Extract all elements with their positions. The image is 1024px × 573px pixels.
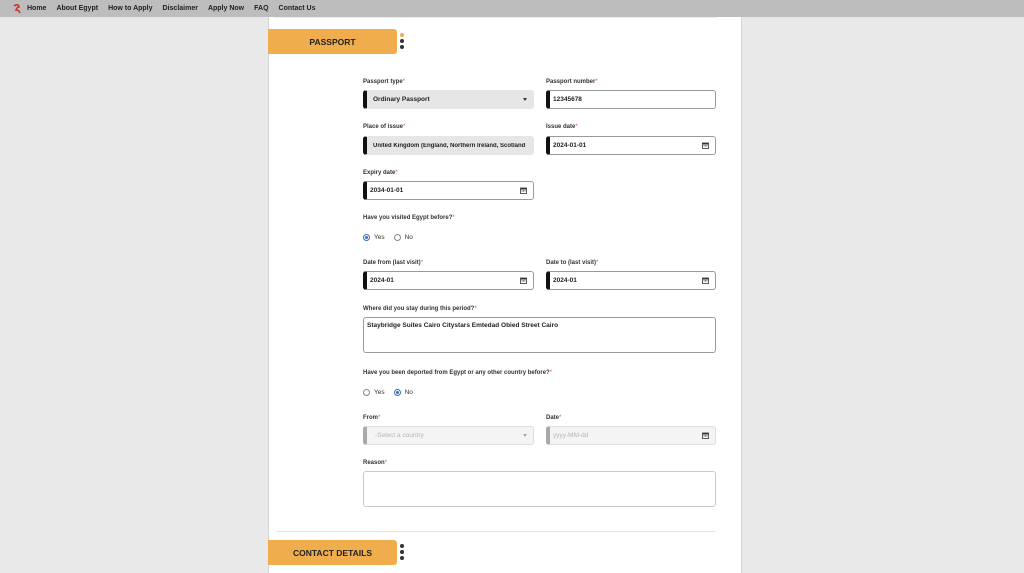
panel-top-divider (274, 17, 717, 18)
nav-how-to-apply-link[interactable]: How to Apply (108, 5, 153, 12)
passport-type-label: Passport type* (363, 79, 406, 85)
issue-date-label: Issue date* (546, 124, 578, 130)
deported-no-label: No (404, 389, 413, 396)
visited-yes-label: Yes (374, 234, 385, 241)
stay-location-textarea[interactable]: Staybridge Suites Cairo Citystars Emtedad Obied Street Cairo (363, 317, 716, 353)
reason-label: Reason* (363, 460, 388, 466)
deported-no-radio[interactable] (394, 389, 401, 396)
passport-type-select[interactable] (363, 90, 534, 109)
contact-details-section-title: CONTACT DETAILS (292, 547, 372, 558)
section-dots-icon (400, 33, 404, 53)
deportation-date-input[interactable]: yyyy-MM-dd (546, 426, 716, 445)
expiry-date-input[interactable]: 2034-01-01 (363, 181, 534, 200)
visited-no-label: No (404, 234, 413, 241)
deported-radio-group (363, 389, 422, 396)
nav-contact-us-link[interactable]: Contact Us (278, 5, 316, 12)
deported-before-label: Have you been deported from Egypt or any other country before?* (363, 370, 553, 376)
visited-yes-radio[interactable] (363, 234, 370, 241)
passport-type-value: Ordinary Passport (373, 96, 430, 103)
calendar-icon[interactable] (702, 277, 709, 284)
visited-before-label: Have you visited Egypt before?* (363, 215, 455, 221)
date-to-input[interactable]: 2024-01 (546, 271, 716, 290)
passport-section-title: PASSPORT (309, 36, 356, 47)
section-divider (276, 531, 716, 532)
reason-textarea[interactable] (363, 471, 716, 507)
chevron-down-icon (523, 434, 527, 437)
section-dots-icon (400, 544, 404, 564)
site-logo-icon[interactable] (13, 4, 21, 14)
passport-section-header (268, 29, 397, 54)
contact-details-section-header (268, 540, 397, 565)
nav-home-link[interactable]: Home (27, 5, 47, 12)
issue-date-input[interactable]: 2024-01-01 (546, 136, 716, 155)
calendar-icon[interactable] (702, 142, 709, 149)
visited-before-radio-group (363, 234, 422, 241)
nav-about-egypt-link[interactable]: About Egypt (56, 5, 99, 12)
date-from-label: Date from (last visit)* (363, 260, 424, 266)
passport-number-input[interactable]: 12345678 (546, 90, 716, 109)
nav-faq-link[interactable]: FAQ (254, 5, 269, 12)
calendar-icon[interactable] (520, 187, 527, 194)
nav-apply-now-link[interactable]: Apply Now (207, 5, 245, 12)
deported-yes-label: Yes (374, 389, 385, 396)
date-from-input[interactable]: 2024-01 (363, 271, 534, 290)
from-country-label: From* (363, 415, 381, 421)
expiry-date-label: Expiry date* (363, 170, 398, 176)
date-to-label: Date to (last visit)* (546, 260, 599, 266)
deportation-date-label: Date* (546, 415, 562, 421)
passport-number-label: Passport number* (546, 79, 598, 85)
nav-disclaimer-link[interactable]: Disclaimer (162, 5, 198, 12)
top-navbar (0, 0, 1024, 17)
chevron-down-icon (523, 98, 527, 101)
calendar-icon[interactable] (520, 277, 527, 284)
place-of-issue-label: Place of issue* (363, 124, 406, 130)
stay-location-label: Where did you stay during this period?* (363, 306, 477, 312)
place-of-issue-select[interactable]: United Kingdom (England, Northern Ireland, Scotland (363, 136, 534, 155)
calendar-icon[interactable] (702, 432, 709, 439)
visited-no-radio[interactable] (394, 234, 401, 241)
from-country-select[interactable]: -Select a country (363, 426, 534, 445)
deported-yes-radio[interactable] (363, 389, 370, 396)
